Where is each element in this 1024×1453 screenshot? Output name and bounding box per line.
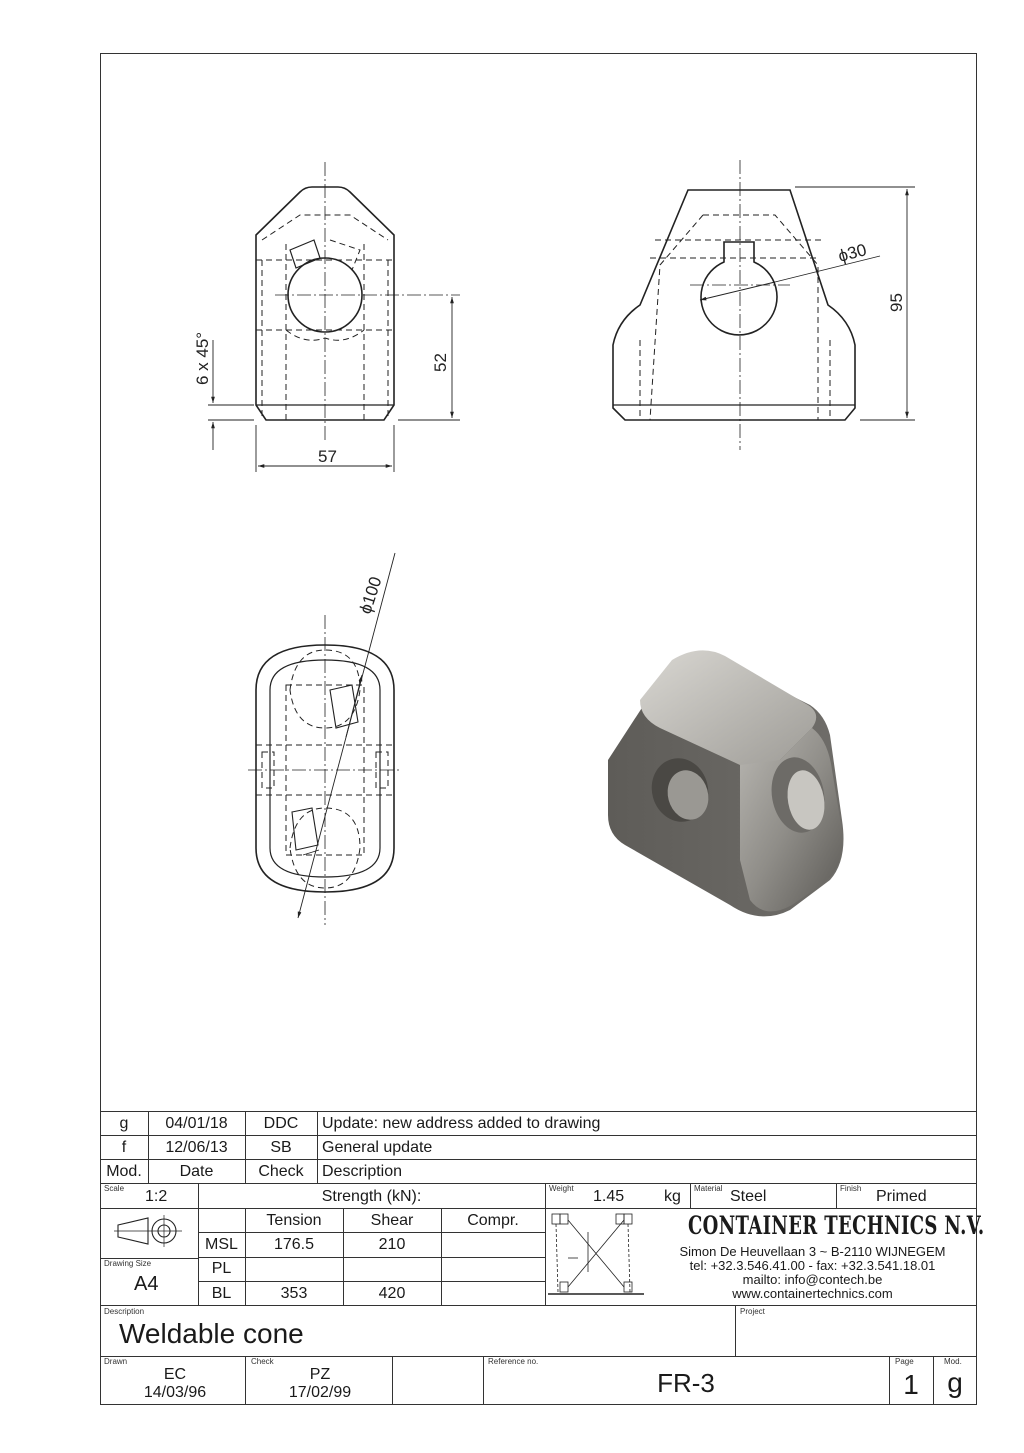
side-view bbox=[613, 160, 915, 450]
strength-cell: 353 bbox=[280, 1285, 308, 1302]
dim-hole-dia: ϕ30 bbox=[836, 240, 869, 266]
dim-95: 95 bbox=[887, 293, 906, 312]
finish-label: Finish bbox=[840, 1184, 862, 1193]
company-email: mailto: info@contech.be bbox=[742, 1272, 883, 1287]
check-date: 17/02/99 bbox=[288, 1384, 352, 1401]
rev-header-description: Description bbox=[322, 1163, 403, 1180]
top-view bbox=[248, 553, 402, 925]
description-label: Description bbox=[104, 1307, 145, 1316]
drawing-size-value: A4 bbox=[134, 1273, 159, 1295]
strength-row-label: BL bbox=[211, 1285, 232, 1302]
strength-cell: 420 bbox=[378, 1285, 406, 1302]
weight-label: Weight bbox=[549, 1184, 574, 1193]
strength-header-compr: Compr. bbox=[467, 1212, 519, 1229]
description-value: Weldable cone bbox=[119, 1318, 304, 1349]
rev-f-date: 12/06/13 bbox=[165, 1139, 228, 1156]
scale-label: Scale bbox=[104, 1184, 125, 1193]
reference-value: FR-3 bbox=[657, 1368, 715, 1398]
projection-symbol-icon bbox=[114, 1213, 184, 1249]
rev-g-description: Update: new address added to drawing bbox=[322, 1115, 601, 1132]
drawn-label: Drawn bbox=[104, 1357, 128, 1366]
dim-radius: ϕ100 bbox=[355, 574, 386, 617]
rev-g-date: 04/01/18 bbox=[165, 1115, 228, 1132]
rev-header-check: Check bbox=[258, 1163, 304, 1180]
page-value: 1 bbox=[903, 1369, 919, 1400]
drawing-size-label: Drawing Size bbox=[104, 1259, 152, 1268]
dim-52: 52 bbox=[431, 353, 450, 372]
company-web: www.containertechnics.com bbox=[732, 1286, 893, 1301]
reference-label: Reference no. bbox=[488, 1357, 539, 1366]
rev-g-check: DDC bbox=[263, 1115, 299, 1132]
strength-header-tension: Tension bbox=[266, 1212, 322, 1229]
strength-row-label: MSL bbox=[205, 1236, 238, 1253]
strength-row-label: PL bbox=[211, 1260, 232, 1277]
mod-value: g bbox=[947, 1367, 963, 1398]
dim-chamfer: 6 x 45° bbox=[193, 331, 212, 385]
weight-value: 1.45 bbox=[593, 1188, 625, 1205]
company-logo: CONTAINER TECHNICS N.V. bbox=[688, 1211, 985, 1240]
rev-f-mod: f bbox=[121, 1139, 127, 1156]
weight-unit: kg bbox=[664, 1188, 681, 1205]
check-by: PZ bbox=[309, 1366, 331, 1383]
drawn-date: 14/03/96 bbox=[143, 1384, 207, 1401]
strength-label: Strength (kN): bbox=[321, 1188, 422, 1205]
material-label: Material bbox=[694, 1184, 723, 1193]
company-phone: tel: +32.3.546.41.00 - fax: +32.3.541.18.01 bbox=[689, 1258, 936, 1273]
rev-g-mod: g bbox=[119, 1115, 129, 1132]
strength-header-shear: Shear bbox=[370, 1212, 414, 1229]
rev-header-mod: Mod. bbox=[106, 1163, 142, 1180]
mod-label: Mod. bbox=[944, 1357, 962, 1366]
drawn-by: EC bbox=[163, 1366, 187, 1383]
finish-value: Primed bbox=[876, 1188, 927, 1205]
strength-cell: 176.5 bbox=[273, 1236, 315, 1253]
strength-cell: 210 bbox=[378, 1236, 406, 1253]
scale-value: 1:2 bbox=[145, 1188, 168, 1205]
rev-header-date: Date bbox=[179, 1163, 214, 1180]
project-label: Project bbox=[740, 1307, 765, 1316]
check-label: Check bbox=[251, 1357, 274, 1366]
rev-f-description: General update bbox=[322, 1139, 433, 1156]
front-view bbox=[208, 162, 460, 472]
rev-f-check: SB bbox=[270, 1139, 292, 1156]
dim-57: 57 bbox=[318, 447, 337, 466]
page-label: Page bbox=[895, 1357, 914, 1366]
material-value: Steel bbox=[730, 1188, 767, 1205]
load-diagram-icon bbox=[548, 1212, 648, 1300]
isometric-3d-view bbox=[608, 650, 844, 916]
company-address: Simon De Heuvellaan 3 ~ B-2110 WIJNEGEM bbox=[679, 1244, 946, 1259]
